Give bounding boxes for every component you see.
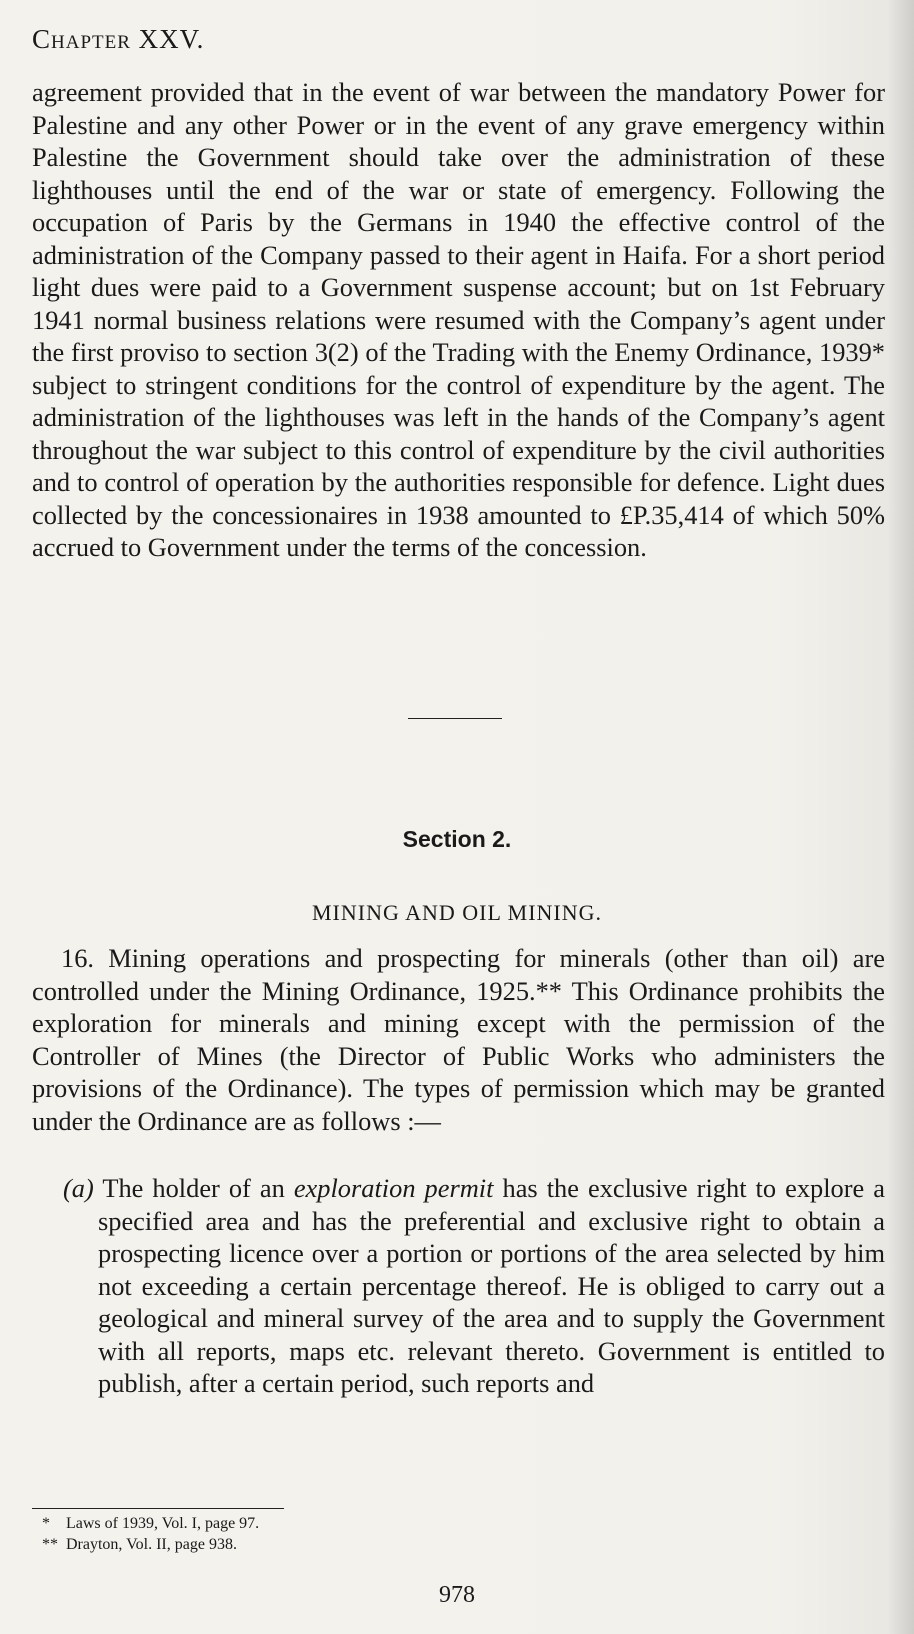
footnote	[42, 1514, 259, 1534]
footnote-divider	[32, 1508, 284, 1509]
paragraph-16: 16. Mining operations and prospecting for minerals (other than oil) are controlled under the Mining Ordinance, 1925.** This Ordinance prohibits the exploration for minerals and mining except with the permission of the Controller of Mines (the Director of Public Works who administers the provisions of the Ordinance). The types of permission which may be granted under the Ordinance are as follows :—	[32, 943, 885, 1136]
page-number: 978	[439, 1582, 475, 1608]
footnote-text: Drayton, Vol. II, page 938.	[66, 1536, 237, 1553]
list-item-label: (a)	[63, 1173, 94, 1203]
footnote-text: Laws of 1939, Vol. I, page 97.	[66, 1515, 260, 1532]
list-item-text-after: has the exclusive right to explore a specified area and has the preferential and exclusive right to obtain a prospecting licence over a portion or portions of the area selected by him not exceeding a certain percentage thereof. He is obliged to carry out a geological and mineral survey of the area and to supply the Government with all reports, maps etc. relevant thereto. Government is entitled to publish, after a certain period, such reports and	[98, 1173, 886, 1398]
list-item-emphasis: exploration permit	[293, 1173, 494, 1203]
list-item-a	[63, 1172, 886, 1400]
body-paragraph-continued: agreement provided that in the event of war between the mandatory Power for Palestine and any other Power or in the event of any grave emergency within Palestine the Government should take over the administration of these lighthouses until the end of the war or state of emergency. Following the occupation of Paris by the Germans in 1940 the effective control of the administration of the Company passed to their agent in Haifa. For a short period light dues were paid to a Government suspense account; but on 1st February 1941 normal business relations were resumed with the Company’s agent under the first proviso to section 3(2) of the Trading with the Enemy Ordinance, 1939* subject to stringent conditions for the control of expenditure by the agent. The administration of the lighthouses was left in the hands of the Company’s agent throughout the war subject to this control of expenditure by the civil authorities and to control of operation by the authorities responsible for defence. Light dues collected by the concessionaires in 1938 amounted to £P.35,414 of which 50% accrued to Government under the terms of the concession.	[32, 77, 885, 562]
list-item-text-before: The holder of an	[102, 1173, 285, 1203]
footnote-mark: **	[42, 1536, 58, 1553]
section-divider	[408, 718, 502, 719]
page-edge-shadow	[888, 0, 914, 1634]
subsection-heading: MINING AND OIL MINING.	[311, 900, 603, 925]
footnote-mark: *	[42, 1515, 50, 1532]
footnote	[42, 1535, 237, 1555]
section-heading: Section 2.	[402, 826, 512, 852]
chapter-heading: Chapter XXV.	[32, 24, 205, 54]
